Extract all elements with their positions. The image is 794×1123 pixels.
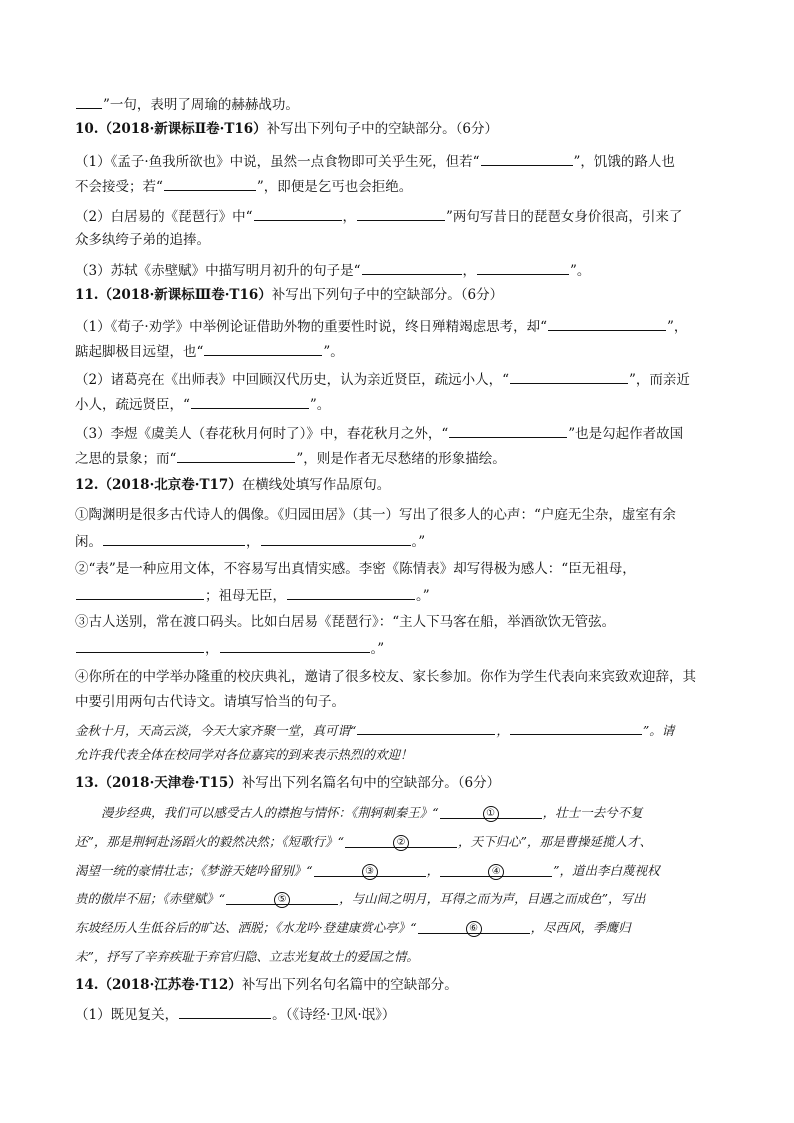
q12-item-1: ①陶渊明是很多古代诗人的偶像。《归园田居》（其一）写出了很多人的心声：“户庭无尘杂，虚室有余 — [75, 507, 676, 523]
blank[interactable] — [76, 94, 102, 109]
blank-2[interactable]: ② — [345, 833, 457, 848]
q13-para-5: 东坡经历人生低谷后的旷达、洒脱；《水龙吟·登建康赏心亭》“ ⑥ ，尽西风，季鹰归 — [75, 920, 631, 935]
blank-4[interactable]: ④ — [440, 862, 552, 877]
q14-item-1: （1）既见复关， 。（《诗经·卫风·氓》） — [75, 1004, 725, 1024]
blank-1[interactable]: ① — [440, 804, 542, 819]
question-12-header: 12.（2018·北京卷·T17）在横线处填写作品原句。 — [75, 477, 391, 493]
q11-item-1: （1）《荀子·劝学》中举例论证借助外物的重要性时说，终日殚精竭虑思考，却“ ”， — [75, 316, 725, 336]
q13-para-3: 渴望一统的豪情壮志；《梦游天姥吟留别》“ ③ ， ④ ”，道出李白蔑视权 — [75, 863, 660, 878]
q12-item-3: ③古人送别，常在渡口码头。比如白居易《琵琶行》：“主人下马客在船，举酒欲饮无管弦。 — [75, 614, 616, 630]
blank[interactable] — [177, 448, 295, 463]
question-10-header: 10.（2018·新课标Ⅱ卷·T16）补写出下列句子中的空缺部分。（6分） — [75, 121, 499, 137]
blank[interactable] — [477, 260, 569, 275]
q10-item-2: （2）白居易的《琵琶行》中“ ， ”两句写昔日的琵琶女身价很高，引来了 — [75, 206, 725, 226]
q12-item-3-cont: ， 。” — [75, 638, 725, 658]
q11-item-2-cont: 小人，疏远贤臣，“ ”。 — [75, 394, 725, 414]
q10-item-2-cont: 众多纨绔子弟的追捧。 — [75, 232, 210, 248]
blank[interactable] — [191, 394, 309, 409]
q11-item-2: （2）诸葛亮在《出师表》中回顾汉代历史，认为亲近贤臣，疏远小人，“ ”，而亲近 — [75, 369, 725, 389]
q12-item-4-speech-cont: 允许我代表全体在校同学对各位嘉宾的到来表示热烈的欢迎！ — [75, 747, 413, 762]
blank[interactable] — [357, 206, 445, 221]
q12-item-2: ②“表”是一种应用文体，不容易写出真情实感。李密《陈情表》却写得极为感人：“臣无祖母， — [75, 561, 636, 577]
blank[interactable] — [449, 423, 567, 438]
blank[interactable] — [548, 316, 666, 331]
blank-6[interactable]: ⑥ — [418, 919, 530, 934]
blank[interactable] — [76, 585, 204, 600]
q12-item-2-cont: ；祖母无臣， 。” — [75, 585, 725, 605]
q13-para-2: 还”，那是荆轲赴汤蹈火的毅然决然；《短歌行》“ ② ，天下归心”，那是曹操延揽人才、 — [75, 834, 652, 849]
blank[interactable] — [103, 531, 245, 546]
blank[interactable] — [76, 638, 204, 653]
question-13-header: 13.（2018·天津卷·T15）补写出下列名篇名句中的空缺部分。（6分） — [75, 775, 501, 791]
q12-item-1-cont: 闲。 ， 。” — [75, 531, 725, 551]
blank[interactable] — [287, 585, 415, 600]
q13-para-1: 漫步经典，我们可以感受古人的襟抱与情怀：《荆轲刺秦王》“ ① ，壮士一去兮不复 — [101, 805, 643, 820]
prev-item-tail: ”一句，表明了周瑜的赫赫战功。 — [75, 94, 725, 114]
blank[interactable] — [362, 260, 462, 275]
q10-item-1: （1）《孟子·鱼我所欲也》中说，虽然一点食物即可关乎生死，但若“ ”，饥饿的路人也 — [75, 151, 725, 171]
blank[interactable] — [179, 1004, 271, 1019]
blank[interactable] — [481, 151, 573, 166]
q11-item-3-cont: 之思的景象；而“ ”，则是作者无尽愁绪的形象描绘。 — [75, 448, 725, 468]
q11-item-3: （3）李煜《虞美人（春花秋月何时了）》中，春花秋月之外，“ ”也是勾起作者故国 — [75, 423, 725, 443]
blank[interactable] — [357, 720, 495, 735]
blank[interactable] — [510, 720, 642, 735]
q12-item-4-cont: 中要引用两句古代诗文。请填写恰当的句子。 — [75, 694, 345, 710]
q13-para-6: 未”，抒写了辛弃疾耻于弃官归隐、立志光复故土的爱国之情。 — [75, 949, 419, 964]
q13-para-4: 贵的傲岸不屈；《赤壁赋》“ ⑤ ，与山间之明月，耳得之而为声，目遇之而成色”，写出 — [75, 891, 646, 906]
blank[interactable] — [164, 176, 256, 191]
q12-item-4: ④你所在的中学举办隆重的校庆典礼，邀请了很多校友、家长参加。你作为学生代表向来宾致欢迎辞，其 — [75, 669, 696, 685]
q10-item-3: （3）苏轼《赤壁赋》中描写明月初升的句子是“ ， ”。 — [75, 260, 725, 280]
blank[interactable] — [220, 638, 370, 653]
blank[interactable] — [204, 341, 322, 356]
question-14-header: 14.（2018·江苏卷·T12）补写出下列名句名篇中的空缺部分。 — [75, 977, 458, 993]
question-11-header: 11.（2018·新课标Ⅲ卷·T16）补写出下列句子中的空缺部分。（6分） — [75, 287, 504, 303]
q12-item-4-speech: 金秋十月，天高云淡，今天大家齐聚一堂，真可谓“ ， ”。请 — [75, 720, 725, 740]
blank[interactable] — [254, 206, 342, 221]
blank-3[interactable]: ③ — [314, 862, 426, 877]
blank-5[interactable]: ⑤ — [226, 890, 338, 905]
blank[interactable] — [261, 531, 411, 546]
blank[interactable] — [510, 369, 628, 384]
q10-item-1-cont: 不会接受；若“ ”，即便是乞丐也会拒绝。 — [75, 176, 725, 196]
q11-item-1-cont: 踮起脚极目远望，也“ ”。 — [75, 341, 725, 361]
